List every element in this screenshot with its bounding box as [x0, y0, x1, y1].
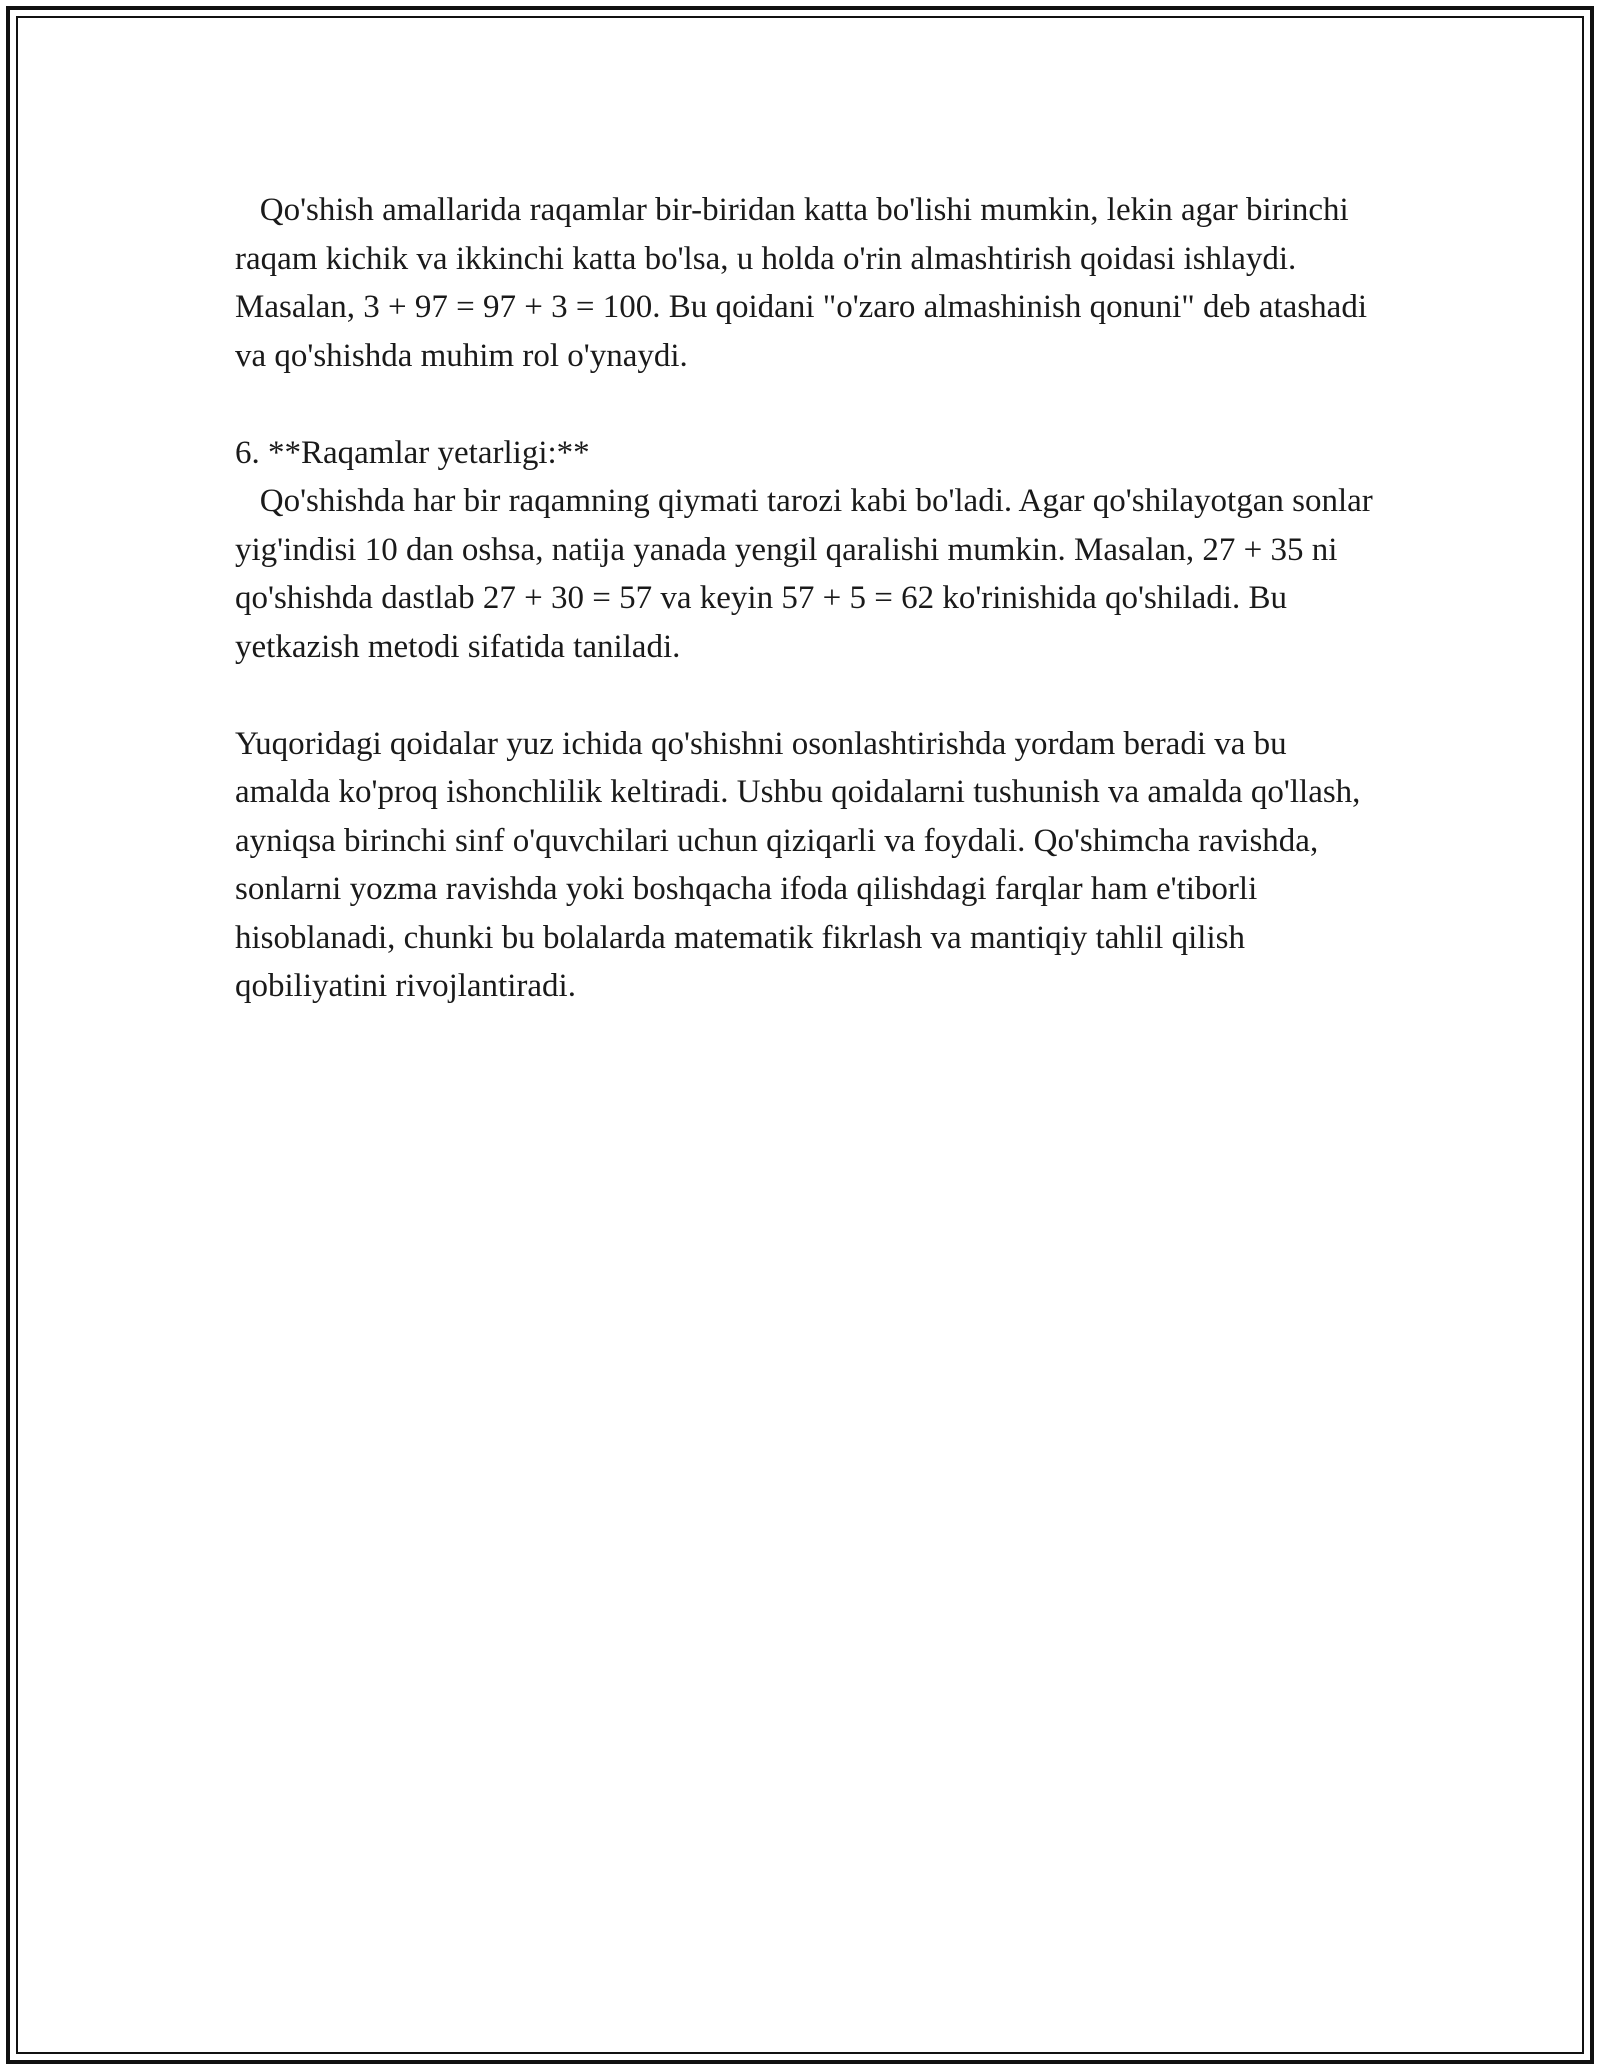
paragraph-conclusion: Yuqoridagi qoidalar yuz ichida qo'shishni osonlashtirishda yordam beradi va bu amalda ko'proq ishonchlilik keltiradi. Ushbu qoidalarni tushunish va amalda qo'llash, ayniqsa birinchi sinf o'quvchilari uchun qiziqarli va foydali. Qo'shimcha ravishda, sonlarni yozma ravishda yoki boshqacha ifoda qilishdagi farqlar ham e'tiborli hisoblanadi, chunki bu bolalarda matematik fikrlash va mantiqiy tahlil qilish qobiliyatini rivojlantiradi.: [235, 725, 1369, 1004]
paragraph-gap: [235, 380, 1375, 429]
section-heading-numbers-sufficiency: 6. **Raqamlar yetarligi:**: [235, 434, 590, 471]
paragraph-numbers-sufficiency: Qo'shishda har bir raqamning qiymati tarozi kabi bo'ladi. Agar qo'shilayotgan sonlar yig'indisi 10 dan oshsa, natija yanada yengil qaralishi mumkin. Masalan, 27 + 35 ni qo'shishda dastlab 27 + 30 = 57 va keyin 57 + 5 = 62 ko'rinishida qo'shiladi. Bu yetkazish metodi sifatida taniladi.: [235, 483, 1382, 665]
document-body: [235, 186, 1382, 1011]
paragraph-gap: [235, 671, 1375, 720]
paragraph-commutative-rule: Qo'shish amallarida raqamlar bir-biridan katta bo'lishi mumkin, lekin agar birinchi raqam kichik va ikkinchi katta bo'lsa, u holda o'rin almashtirish qoidasi ishlaydi. Masalan, 3 + 97 = 97 + 3 = 100. Bu qoidani "o'zaro almashinish qonuni" deb atashadi va qo'shishda muhim rol o'ynaydi.: [235, 192, 1376, 374]
